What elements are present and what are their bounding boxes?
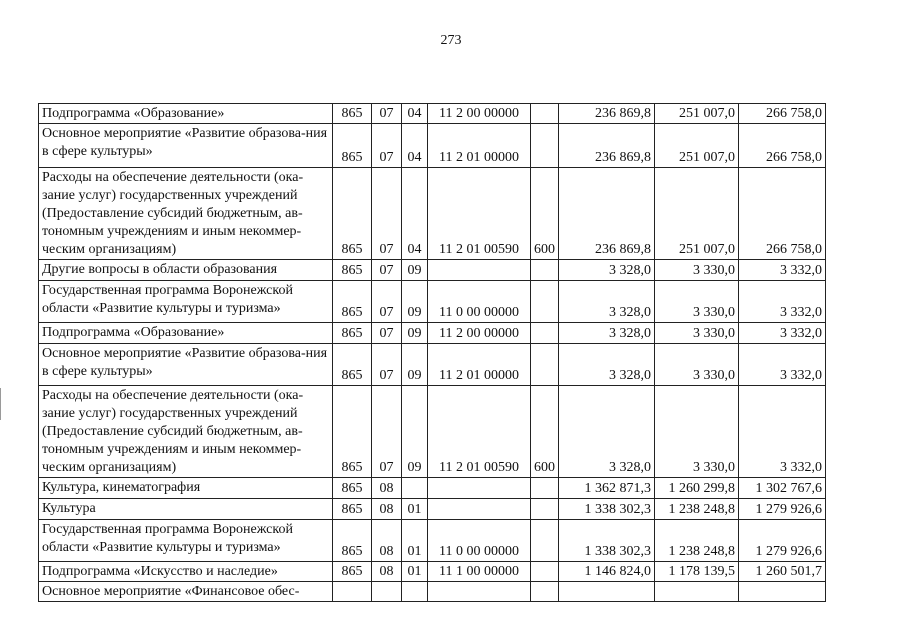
amount-year-3: 266 758,0 xyxy=(739,168,826,260)
section-code: 07 xyxy=(372,260,402,281)
table-row xyxy=(39,499,826,520)
ministry-code: 865 xyxy=(333,260,372,281)
target-article-code: 11 0 00 00000 xyxy=(428,281,531,323)
ministry-code: 865 xyxy=(333,386,372,478)
section-code: 08 xyxy=(372,562,402,582)
amount-year-3: 1 260 501,7 xyxy=(739,562,826,582)
target-article-code: 11 2 01 00000 xyxy=(428,124,531,168)
ministry-code: 865 xyxy=(333,344,372,386)
expense-type-code xyxy=(531,104,559,124)
table-row xyxy=(39,478,826,499)
amount-year-1: 3 328,0 xyxy=(559,344,655,386)
subsection-code: 04 xyxy=(402,168,428,260)
amount-year-3: 3 332,0 xyxy=(739,281,826,323)
budget-item-name: Основное мероприятие «Развитие образова-ния в сфере культуры» xyxy=(39,124,333,168)
amount-year-3: 1 279 926,6 xyxy=(739,520,826,562)
amount-year-2 xyxy=(655,582,739,602)
target-article-code: 11 2 01 00000 xyxy=(428,344,531,386)
expense-type-code xyxy=(531,478,559,499)
ministry-code: 865 xyxy=(333,323,372,344)
amount-year-3 xyxy=(739,582,826,602)
amount-year-1: 3 328,0 xyxy=(559,386,655,478)
amount-year-2: 1 238 248,8 xyxy=(655,520,739,562)
amount-year-1: 3 328,0 xyxy=(559,260,655,281)
subsection-code: 09 xyxy=(402,281,428,323)
amount-year-2: 251 007,0 xyxy=(655,124,739,168)
subsection-code: 01 xyxy=(402,562,428,582)
expense-type-code xyxy=(531,323,559,344)
amount-year-2: 3 330,0 xyxy=(655,260,739,281)
section-code: 07 xyxy=(372,323,402,344)
amount-year-2: 251 007,0 xyxy=(655,168,739,260)
amount-year-1: 1 338 302,3 xyxy=(559,499,655,520)
section-code xyxy=(372,582,402,602)
amount-year-2: 251 007,0 xyxy=(655,104,739,124)
subsection-code xyxy=(402,478,428,499)
amount-year-2: 3 330,0 xyxy=(655,344,739,386)
table-row xyxy=(39,562,826,582)
amount-year-2: 1 178 139,5 xyxy=(655,562,739,582)
target-article-code: 11 2 00 00000 xyxy=(428,104,531,124)
subsection-code: 09 xyxy=(402,344,428,386)
expense-type-code xyxy=(531,260,559,281)
section-code: 07 xyxy=(372,386,402,478)
target-article-code xyxy=(428,478,531,499)
subsection-code: 09 xyxy=(402,323,428,344)
table-row xyxy=(39,124,826,168)
amount-year-3: 1 302 767,6 xyxy=(739,478,826,499)
expense-type-code: 600 xyxy=(531,168,559,260)
expense-type-code xyxy=(531,562,559,582)
table-row xyxy=(39,323,826,344)
expense-type-code xyxy=(531,344,559,386)
section-code: 08 xyxy=(372,499,402,520)
amount-year-3: 1 279 926,6 xyxy=(739,499,826,520)
section-code: 07 xyxy=(372,104,402,124)
ministry-code xyxy=(333,582,372,602)
subsection-code xyxy=(402,582,428,602)
ministry-code: 865 xyxy=(333,562,372,582)
target-article-code: 11 0 00 00000 xyxy=(428,520,531,562)
budget-item-name: Государственная программа Воронежской области «Развитие культуры и туризма» xyxy=(39,520,333,562)
budget-item-name: Другие вопросы в области образования xyxy=(39,260,333,281)
table-row xyxy=(39,344,826,386)
amount-year-1: 236 869,8 xyxy=(559,168,655,260)
expense-type-code xyxy=(531,499,559,520)
subsection-code: 09 xyxy=(402,386,428,478)
amount-year-1: 1 338 302,3 xyxy=(559,520,655,562)
amount-year-3: 3 332,0 xyxy=(739,260,826,281)
amount-year-3: 266 758,0 xyxy=(739,124,826,168)
expense-type-code: 600 xyxy=(531,386,559,478)
budget-item-name: Подпрограмма «Искусство и наследие» xyxy=(39,562,333,582)
target-article-code: 11 2 01 00590 xyxy=(428,168,531,260)
amount-year-1: 3 328,0 xyxy=(559,281,655,323)
amount-year-2: 3 330,0 xyxy=(655,281,739,323)
page-number: 273 xyxy=(440,33,462,48)
subsection-code: 04 xyxy=(402,104,428,124)
table-row xyxy=(39,260,826,281)
amount-year-2: 3 330,0 xyxy=(655,323,739,344)
ministry-code: 865 xyxy=(333,520,372,562)
expense-type-code xyxy=(531,520,559,562)
expense-type-code xyxy=(531,124,559,168)
section-code: 07 xyxy=(372,124,402,168)
table-row xyxy=(39,582,826,602)
amount-year-3: 3 332,0 xyxy=(739,386,826,478)
subsection-code: 01 xyxy=(402,520,428,562)
amount-year-2: 1 238 248,8 xyxy=(655,499,739,520)
target-article-code: 11 2 00 00000 xyxy=(428,323,531,344)
expense-type-code xyxy=(531,281,559,323)
target-article-code: 11 2 01 00590 xyxy=(428,386,531,478)
target-article-code xyxy=(428,499,531,520)
ministry-code: 865 xyxy=(333,104,372,124)
budget-item-name: Подпрограмма «Образование» xyxy=(39,323,333,344)
subsection-code: 09 xyxy=(402,260,428,281)
amount-year-2: 1 260 299,8 xyxy=(655,478,739,499)
table-row xyxy=(39,386,826,478)
budget-item-name: Государственная программа Воронежской области «Развитие культуры и туризма» xyxy=(39,281,333,323)
ministry-code: 865 xyxy=(333,168,372,260)
budget-item-name: Основное мероприятие «Финансовое обес- xyxy=(39,582,333,602)
amount-year-1: 1 362 871,3 xyxy=(559,478,655,499)
section-code: 07 xyxy=(372,344,402,386)
target-article-code xyxy=(428,582,531,602)
table-row xyxy=(39,520,826,562)
budget-item-name: Культура xyxy=(39,499,333,520)
budget-item-name: Подпрограмма «Образование» xyxy=(39,104,333,124)
budget-item-name: Расходы на обеспечение деятельности (ока-зание услуг) государственных учреждений (Предоставление субсидий бюджетным, ав-тономным учреждениям и иным некоммер-ческим организациям) xyxy=(39,168,333,260)
subsection-code: 01 xyxy=(402,499,428,520)
amount-year-2: 3 330,0 xyxy=(655,386,739,478)
section-code: 07 xyxy=(372,281,402,323)
ministry-code: 865 xyxy=(333,478,372,499)
budget-item-name: Основное мероприятие «Развитие образова-ния в сфере культуры» xyxy=(39,344,333,386)
table-row xyxy=(39,281,826,323)
ministry-code: 865 xyxy=(333,499,372,520)
budget-item-name: Культура, кинематография xyxy=(39,478,333,499)
target-article-code: 11 1 00 00000 xyxy=(428,562,531,582)
target-article-code xyxy=(428,260,531,281)
ministry-code: 865 xyxy=(333,281,372,323)
section-code: 07 xyxy=(372,168,402,260)
amount-year-1: 236 869,8 xyxy=(559,124,655,168)
amount-year-3: 3 332,0 xyxy=(739,344,826,386)
amount-year-3: 3 332,0 xyxy=(739,323,826,344)
expense-type-code xyxy=(531,582,559,602)
scan-edge-mark xyxy=(0,388,1,420)
amount-year-1: 3 328,0 xyxy=(559,323,655,344)
subsection-code: 04 xyxy=(402,124,428,168)
section-code: 08 xyxy=(372,478,402,499)
budget-table xyxy=(38,103,826,602)
table-row xyxy=(39,168,826,260)
ministry-code: 865 xyxy=(333,124,372,168)
section-code: 08 xyxy=(372,520,402,562)
amount-year-1: 236 869,8 xyxy=(559,104,655,124)
amount-year-3: 266 758,0 xyxy=(739,104,826,124)
budget-item-name: Расходы на обеспечение деятельности (ока-зание услуг) государственных учреждений (Предоставление субсидий бюджетным, ав-тономным учреждениям и иным некоммер-ческим организациям) xyxy=(39,386,333,478)
amount-year-1: 1 146 824,0 xyxy=(559,562,655,582)
table-row xyxy=(39,104,826,124)
amount-year-1 xyxy=(559,582,655,602)
